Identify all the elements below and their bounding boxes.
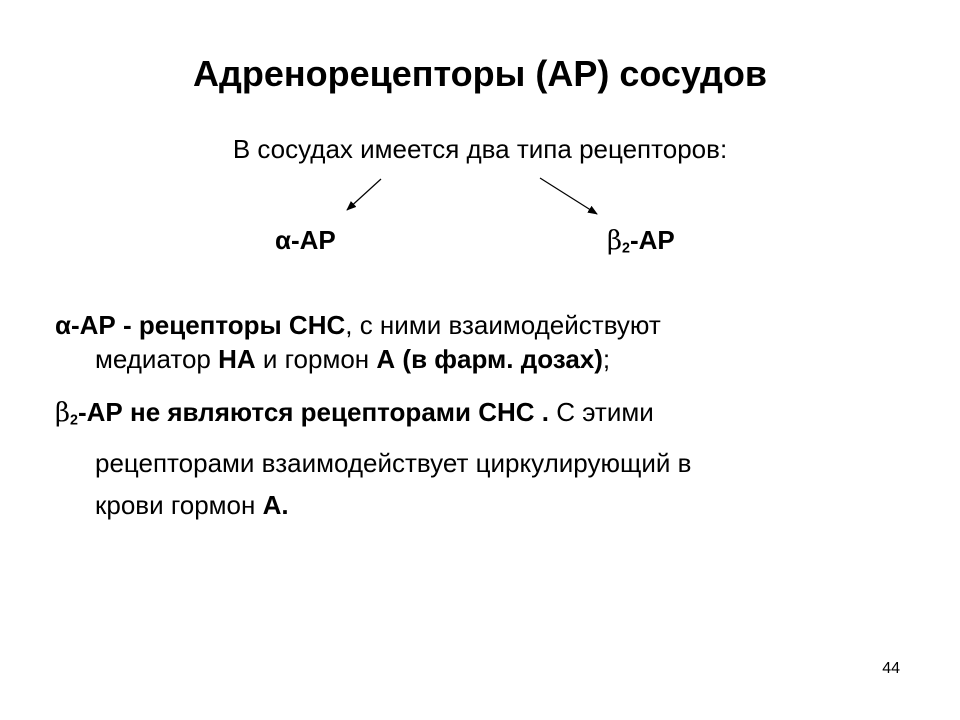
- beta2-receptor-label: [607, 220, 675, 269]
- beta2-description-line1: [55, 391, 855, 442]
- alpha-mediator: НА: [218, 344, 256, 374]
- slide-title: Адренорецепторы (АР) сосудов: [192, 53, 768, 94]
- subtitle-text: В сосудах имеется два типа рецепторов: [232, 134, 720, 164]
- subtitle-colon: :: [719, 134, 728, 164]
- beta2-line3-pre: крови гормон: [95, 489, 263, 520]
- alpha-line2-end: ;: [602, 344, 611, 374]
- beta2-hormone: А.: [262, 489, 289, 520]
- alpha-line2-pre: медиатор: [95, 344, 219, 374]
- beta2-description-line3: [55, 484, 855, 526]
- beta-symbol: β: [607, 226, 623, 256]
- alpha-line2-mid: и гормон: [255, 344, 377, 374]
- beta-symbol-inline: β: [55, 398, 71, 428]
- alpha-description-line2: [55, 342, 855, 376]
- beta-subscript: 2: [622, 240, 630, 257]
- beta2-description-line2: рецепторами взаимодействует циркулирующий в: [95, 447, 692, 478]
- alpha-description-line1: [55, 308, 855, 342]
- alpha-term: α-АР - рецепторы СНС: [55, 310, 346, 340]
- page-number: 44: [882, 660, 900, 677]
- beta2-term: -АР не являются рецепторами СНС .: [77, 397, 549, 427]
- receptor-types: [0, 220, 960, 260]
- beta-suffix: -АР: [629, 225, 675, 255]
- alpha-hormone: А (в фарм. дозах): [376, 344, 603, 374]
- alpha-line1-rest: , с ними взаимодействуют: [345, 310, 661, 340]
- beta2-line1-rest: С этими: [549, 397, 654, 427]
- beta-inline-subscript: 2: [70, 412, 78, 429]
- alpha-description: [55, 308, 855, 376]
- arrow-to-alpha: [347, 179, 381, 210]
- alpha-receptor-label: α-АР: [275, 225, 336, 255]
- arrow-to-beta: [540, 178, 597, 214]
- beta2-description: [55, 391, 855, 526]
